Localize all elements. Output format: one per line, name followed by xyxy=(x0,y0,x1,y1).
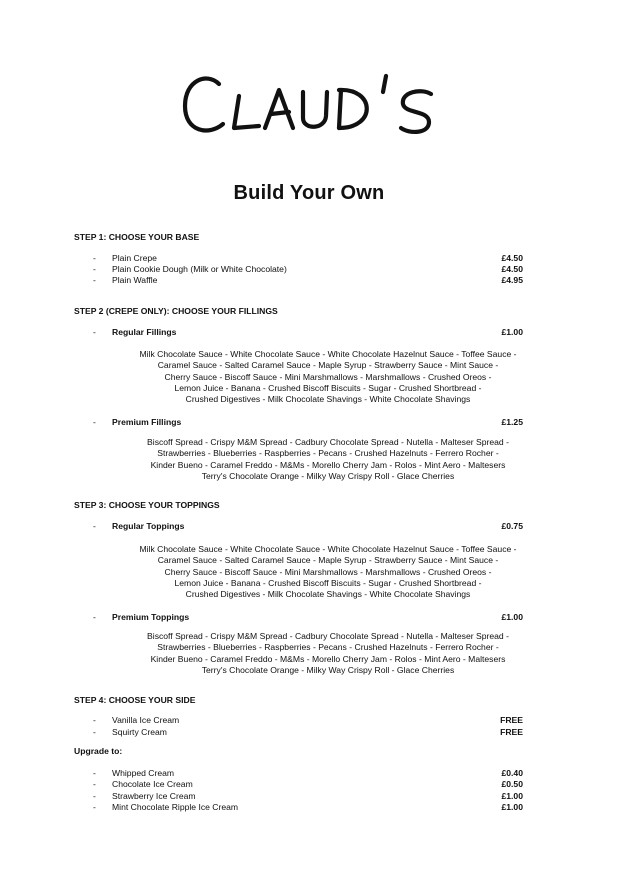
list-item xyxy=(93,275,523,287)
bullet-dash: - xyxy=(93,275,96,285)
bullet-dash: - xyxy=(93,779,96,789)
item-name: Plain Crepe xyxy=(112,253,157,263)
item-name: Vanilla Ice Cream xyxy=(112,715,180,725)
group-name: Premium Toppings xyxy=(112,612,190,622)
option-line: Cherry Sauce - Biscoff Sauce - Mini Marshmallows - Marshmallows - Crushed Oreos - xyxy=(164,566,492,577)
option-line: Milk Chocolate Sauce - White Chocolate Sauce - White Chocolate Hazelnut Sauce - Toffee Sauce - xyxy=(139,349,517,359)
bullet-dash: - xyxy=(93,521,96,531)
brand-logo xyxy=(0,62,618,142)
premium-fillings-list xyxy=(100,437,556,482)
bullet-dash: - xyxy=(93,253,96,263)
item-price: £1.00 xyxy=(501,791,523,801)
option-line: Crushed Digestives - Milk Chocolate Shavings - White Chocolate Shavings xyxy=(185,589,471,600)
option-line: Crushed Digestives - Milk Chocolate Shavings - White Chocolate Shavings xyxy=(185,394,471,405)
step-4-heading: STEP 4: CHOOSE YOUR SIDE xyxy=(74,695,196,705)
option-line: Strawberries - Blueberries - Raspberries - Pecans - Crushed Hazelnuts - Ferrero Rocher - xyxy=(157,642,499,653)
item-price: £4.50 xyxy=(501,253,523,263)
group-header-regular-toppings xyxy=(93,521,523,533)
list-item xyxy=(93,715,523,727)
item-price: £0.40 xyxy=(501,768,523,778)
item-price: £0.50 xyxy=(501,779,523,789)
logo-wordmark-icon xyxy=(179,62,439,142)
option-line: Milk Chocolate Sauce - White Chocolate Sauce - White Chocolate Hazelnut Sauce - Toffee Sauce - xyxy=(139,544,517,554)
bullet-dash: - xyxy=(93,327,96,337)
group-name: Premium Fillings xyxy=(112,417,182,427)
option-line: Kinder Bueno - Caramel Freddo - M&Ms - Morello Cherry Jam - Rolos - Mint Aero - Maltesers xyxy=(150,653,506,664)
bullet-dash: - xyxy=(93,791,96,801)
bullet-dash: - xyxy=(93,768,96,778)
bullet-dash: - xyxy=(93,727,96,737)
group-name: Regular Toppings xyxy=(112,521,185,531)
option-line: Lemon Juice - Banana - Crushed Biscoff Biscuits - Sugar - Crushed Shortbread - xyxy=(174,577,482,588)
item-price: FREE xyxy=(500,715,523,725)
bullet-dash: - xyxy=(93,715,96,725)
item-name: Whipped Cream xyxy=(112,768,175,778)
item-name: Chocolate Ice Cream xyxy=(112,779,193,789)
premium-toppings-list xyxy=(100,631,556,676)
option-line: Biscoff Spread - Crispy M&M Spread - Cadbury Chocolate Spread - Nutella - Malteser Spread - xyxy=(147,631,509,641)
item-price: £4.50 xyxy=(501,264,523,274)
option-line: Biscoff Spread - Crispy M&M Spread - Cadbury Chocolate Spread - Nutella - Malteser Spread - xyxy=(147,437,509,447)
option-line: Kinder Bueno - Caramel Freddo - M&Ms - Morello Cherry Jam - Rolos - Mint Aero - Maltesers xyxy=(150,459,506,470)
group-header-premium-toppings xyxy=(93,612,523,624)
bullet-dash: - xyxy=(93,417,96,427)
item-name: Squirty Cream xyxy=(112,727,167,737)
bullet-dash: - xyxy=(93,264,96,274)
group-price: £1.00 xyxy=(501,612,523,622)
item-name: Mint Chocolate Ripple Ice Cream xyxy=(112,802,239,812)
option-line: Caramel Sauce - Salted Caramel Sauce - Maple Syrup - Strawberry Sauce - Mint Sauce - xyxy=(157,360,499,371)
list-item xyxy=(93,727,523,739)
group-header-premium-fillings xyxy=(93,417,523,429)
step-2-heading: STEP 2 (CREPE ONLY): CHOOSE YOUR FILLINGS xyxy=(74,306,278,316)
option-line: Caramel Sauce - Salted Caramel Sauce - Maple Syrup - Strawberry Sauce - Mint Sauce - xyxy=(157,555,499,566)
item-name: Plain Cookie Dough (Milk or White Chocolate) xyxy=(112,264,287,274)
item-name: Plain Waffle xyxy=(112,275,158,285)
group-price: £0.75 xyxy=(501,521,523,531)
step-3-heading: STEP 3: CHOOSE YOUR TOPPINGS xyxy=(74,500,220,510)
item-price: £1.00 xyxy=(501,802,523,812)
regular-fillings-list xyxy=(100,349,556,405)
group-name: Regular Fillings xyxy=(112,327,177,337)
option-line: Lemon Juice - Banana - Crushed Biscoff Biscuits - Sugar - Crushed Shortbread - xyxy=(174,382,482,393)
bullet-dash: - xyxy=(93,802,96,812)
option-line: Strawberries - Blueberries - Raspberries - Pecans - Crushed Hazelnuts - Ferrero Rocher - xyxy=(157,448,499,459)
group-header-regular-fillings xyxy=(93,327,523,339)
item-price: £4.95 xyxy=(501,275,523,285)
bullet-dash: - xyxy=(93,612,96,622)
step-1-heading: STEP 1: CHOOSE YOUR BASE xyxy=(74,232,200,242)
regular-toppings-list xyxy=(100,544,556,600)
option-line: Terry's Chocolate Orange - Milky Way Crispy Roll - Glace Cherries xyxy=(201,664,455,675)
group-price: £1.00 xyxy=(501,327,523,337)
option-line: Cherry Sauce - Biscoff Sauce - Mini Marshmallows - Marshmallows - Crushed Oreos - xyxy=(164,371,492,382)
item-name: Strawberry Ice Cream xyxy=(112,791,196,801)
list-item xyxy=(93,802,523,814)
upgrade-label: Upgrade to: xyxy=(74,746,123,756)
page-title: Build Your Own xyxy=(233,182,385,204)
option-line: Terry's Chocolate Orange - Milky Way Crispy Roll - Glace Cherries xyxy=(201,470,455,481)
list-item xyxy=(93,779,523,791)
item-price: FREE xyxy=(500,727,523,737)
group-price: £1.25 xyxy=(501,417,523,427)
